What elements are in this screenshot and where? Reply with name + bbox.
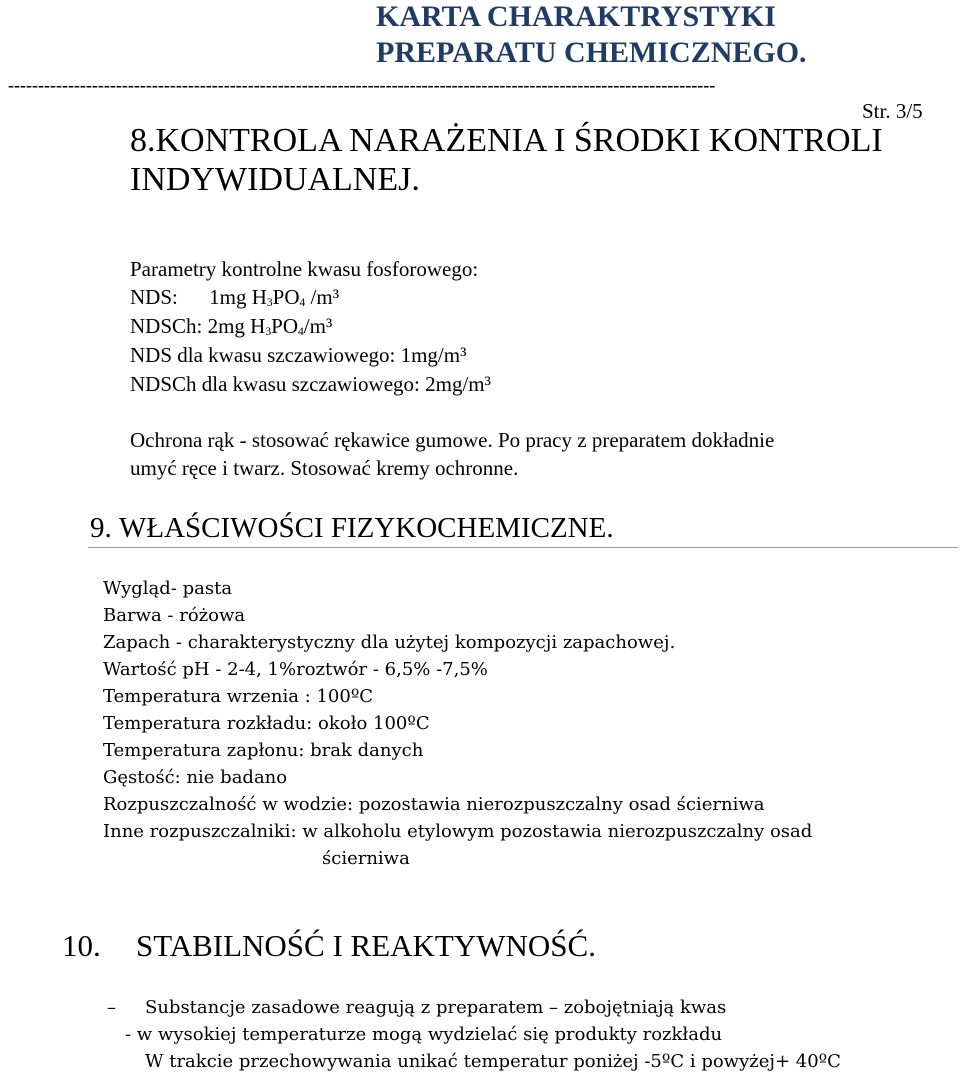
section9-rule <box>88 547 958 548</box>
section10-number: 10. <box>62 928 101 963</box>
reactivity-item3: W trakcie przechowywania unikać temperatur poniżej -5ºC i powyżej+ 40ºC <box>145 1051 841 1072</box>
ndsch-value-mid: PO <box>271 314 298 338</box>
reactivity-item1: Substancje zasadowe reagują z preparatem – zobojętniają kwas <box>145 997 727 1018</box>
document-title-line1: KARTA CHARAKTRYSTYKI <box>376 0 776 33</box>
nds-line <box>130 287 339 308</box>
nds-subscript-3: 3 <box>266 296 273 309</box>
section8-heading-line2: INDYWIDUALNEJ. <box>130 161 420 198</box>
ndsch-subscript-4: 4 <box>298 325 304 338</box>
section9-heading: WŁAŚCIWOŚCI FIZYKOCHEMICZNE. <box>119 512 614 544</box>
appearance-line: Wygląd- pasta <box>103 578 233 599</box>
page-number: Str. 3/5 <box>862 99 923 123</box>
document-title-line2: PREPARATU CHEMICZNEGO. <box>376 36 807 69</box>
params-title: Parametry kontrolne kwasu fosforowego: <box>130 257 479 281</box>
water-solubility-line: Rozpuszczalność w wodzie: pozostawia nierozpuszczalny osad ścierniwa <box>103 794 765 815</box>
nds-subscript-4: 4 <box>299 296 306 309</box>
ndsch-line <box>130 316 332 337</box>
other-solvents-line1: Inne rozpuszczalniki: w alkoholu etylowym pozostawia nierozpuszczalny osad <box>103 821 813 842</box>
nds-value-mid: PO <box>272 285 300 309</box>
reactivity-item2: - w wysokiej temperaturze mogą wydzielać się produkty rozkładu <box>125 1024 723 1045</box>
hand-protection-line1: Ochrona rąk - stosować rękawice gumowe. Po pracy z preparatem dokładnie <box>130 428 775 452</box>
decomposition-temp-line: Temperatura rozkładu: około 100ºC <box>103 713 430 734</box>
ndsch-value-post: /m³ <box>303 314 333 338</box>
density-line: Gęstość: nie badano <box>103 767 288 788</box>
flash-point-line: Temperatura zapłonu: brak danych <box>103 740 424 761</box>
section10-heading: STABILNOŚĆ I REAKTYWNOŚĆ. <box>136 928 596 963</box>
ndsch-oxalic: NDSCh dla kwasu szczawiowego: 2mg/m³ <box>130 372 491 396</box>
color-line: Barwa - różowa <box>103 605 246 626</box>
nds-value-pre: 1mg H <box>209 285 267 309</box>
reactivity-bullet: – <box>107 997 116 1018</box>
section9-number: 9. <box>90 512 112 544</box>
other-solvents-line2: ścierniwa <box>322 848 410 869</box>
hand-protection-line2: umyć ręce i twarz. Stosować kremy ochronne. <box>130 456 519 480</box>
section8-heading-line1: 8.KONTROLA NARAŻENIA I ŚRODKI KONTROLI <box>130 122 883 159</box>
nds-label: NDS: <box>130 285 178 309</box>
ndsch-subscript-3: 3 <box>265 325 272 338</box>
boiling-point-line: Temperatura wrzenia : 100ºC <box>103 686 374 707</box>
ndsch-value-pre: NDSCh: 2mg H <box>130 314 266 338</box>
nds-value-post: /m³ <box>305 285 339 309</box>
header-separator: ---------------------------------------------------------------------------------------------------------------------- <box>8 76 716 94</box>
odor-line: Zapach - charakterystyczny dla użytej kompozycji zapachowej. <box>103 632 676 653</box>
nds-oxalic: NDS dla kwasu szczawiowego: 1mg/m³ <box>130 343 467 367</box>
ph-line: Wartość pH - 2-4, 1%roztwór - 6,5% -7,5% <box>103 659 488 680</box>
